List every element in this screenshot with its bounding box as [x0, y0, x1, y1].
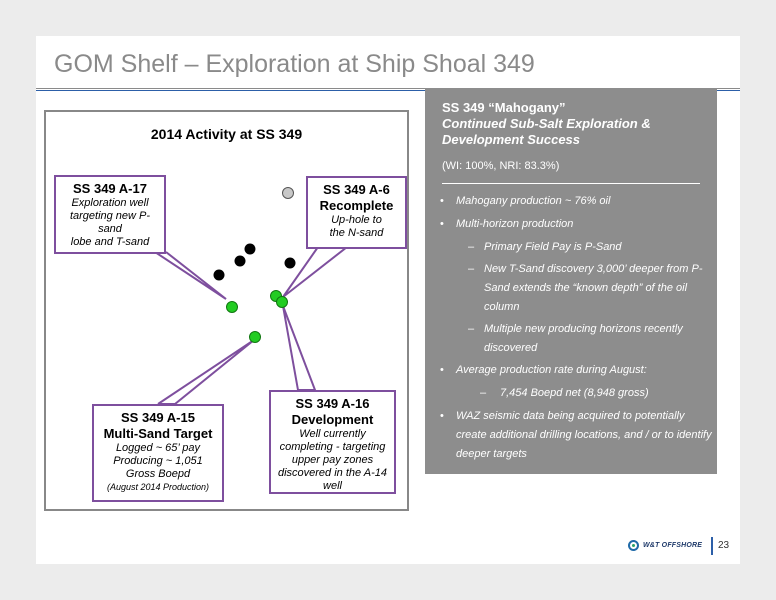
- map-title: 2014 Activity at SS 349: [150, 126, 303, 142]
- page-number-divider: [711, 537, 713, 555]
- callout-a16-head1: SS 349 A-16: [295, 396, 370, 411]
- bullet-item: [440, 407, 715, 464]
- bullet-icon: •: [440, 195, 444, 207]
- summary-panel: [425, 88, 717, 474]
- bullet-text: 7,454 Boepd net (8,948 gross): [500, 387, 649, 399]
- sub-bullet-item: [440, 320, 715, 358]
- callout-a16-line3: upper pay zones: [291, 454, 374, 466]
- logo-mark-icon: [628, 540, 639, 551]
- dash-icon: –: [480, 387, 487, 399]
- bullet-text: Primary Field Pay is P-Sand: [484, 241, 622, 253]
- callout-a15-head2: Multi-Sand Target: [103, 426, 213, 441]
- company-logo: [628, 538, 708, 552]
- callout-a15-head1: SS 349 A-15: [121, 410, 195, 425]
- callout-a16: [269, 390, 396, 494]
- panel-interest: (WI: 100%, NRI: 83.3%): [442, 160, 560, 172]
- dash-icon: –: [468, 241, 475, 253]
- callout-a6-line2: the N-sand: [329, 227, 384, 239]
- callout-a16-line1: Well currently: [299, 428, 366, 440]
- bullet-icon: •: [440, 218, 444, 230]
- callout-a16-head2: Development: [291, 412, 374, 427]
- bullet-icon: •: [440, 364, 444, 376]
- bullet-text: Multiple new producing horizons recently discovered: [484, 323, 683, 354]
- callout-a16-line2: completing - targeting: [279, 441, 386, 453]
- dash-icon: –: [468, 323, 475, 335]
- callout-a15-line3: Gross Boepd: [125, 468, 191, 480]
- sub-bullet-item: [440, 260, 715, 317]
- callout-a6-head1: SS 349 A-6: [323, 182, 390, 197]
- bullet-item: [440, 192, 715, 211]
- panel-bullet-list: [440, 192, 715, 468]
- callout-a15-line2: Producing ~ 1,051: [113, 455, 203, 467]
- bullet-text: Average production rate during August:: [456, 364, 647, 376]
- panel-title: SS 349 “Mahogany”: [442, 100, 566, 115]
- panel-divider: [442, 183, 700, 184]
- callout-a17-head: SS 349 A-17: [73, 181, 147, 196]
- callout-a6: [306, 176, 407, 249]
- bullet-icon: •: [440, 410, 444, 422]
- dash-icon: –: [468, 263, 475, 275]
- callout-a16-line4: discovered in the A-14: [277, 467, 388, 479]
- panel-subtitle: Continued Sub-Salt Exploration & Development Success: [442, 116, 651, 147]
- bullet-text: Multi-horizon production: [456, 218, 574, 230]
- callout-a17-line1: Exploration well: [71, 197, 149, 209]
- callout-a6-line1: Up-hole to: [331, 214, 382, 226]
- callout-a15: [92, 404, 224, 502]
- bullet-text: New T-Sand discovery 3,000’ deeper from P-Sand extends the “known depth” of the oil column: [484, 263, 703, 313]
- callout-a16-line5: well: [323, 480, 342, 492]
- callout-a17: [54, 175, 166, 254]
- logo-text: W&T OFFSHORE: [643, 541, 703, 549]
- callout-a15-note: (August 2014 Production): [106, 482, 210, 492]
- callout-a17-line2: targeting new P-sand: [69, 210, 151, 235]
- bullet-item: [440, 215, 715, 234]
- bullet-text: WAZ seismic data being acquired to potentially create additional drilling locations, and / or to identify deeper targets: [456, 410, 712, 460]
- bullet-text: Mahogany production ~ 76% oil: [456, 195, 611, 207]
- callout-a17-line3: lobe and T-sand: [70, 236, 150, 248]
- sub-bullet-item: [440, 384, 715, 403]
- callout-a15-line1: Logged ~ 65’ pay: [115, 442, 201, 454]
- bullet-item: [440, 361, 715, 380]
- sub-bullet-item: [440, 238, 715, 257]
- slide-title: GOM Shelf – Exploration at Ship Shoal 349: [54, 50, 535, 78]
- callout-a6-head2: Recomplete: [319, 198, 394, 213]
- page-number: 23: [718, 540, 730, 551]
